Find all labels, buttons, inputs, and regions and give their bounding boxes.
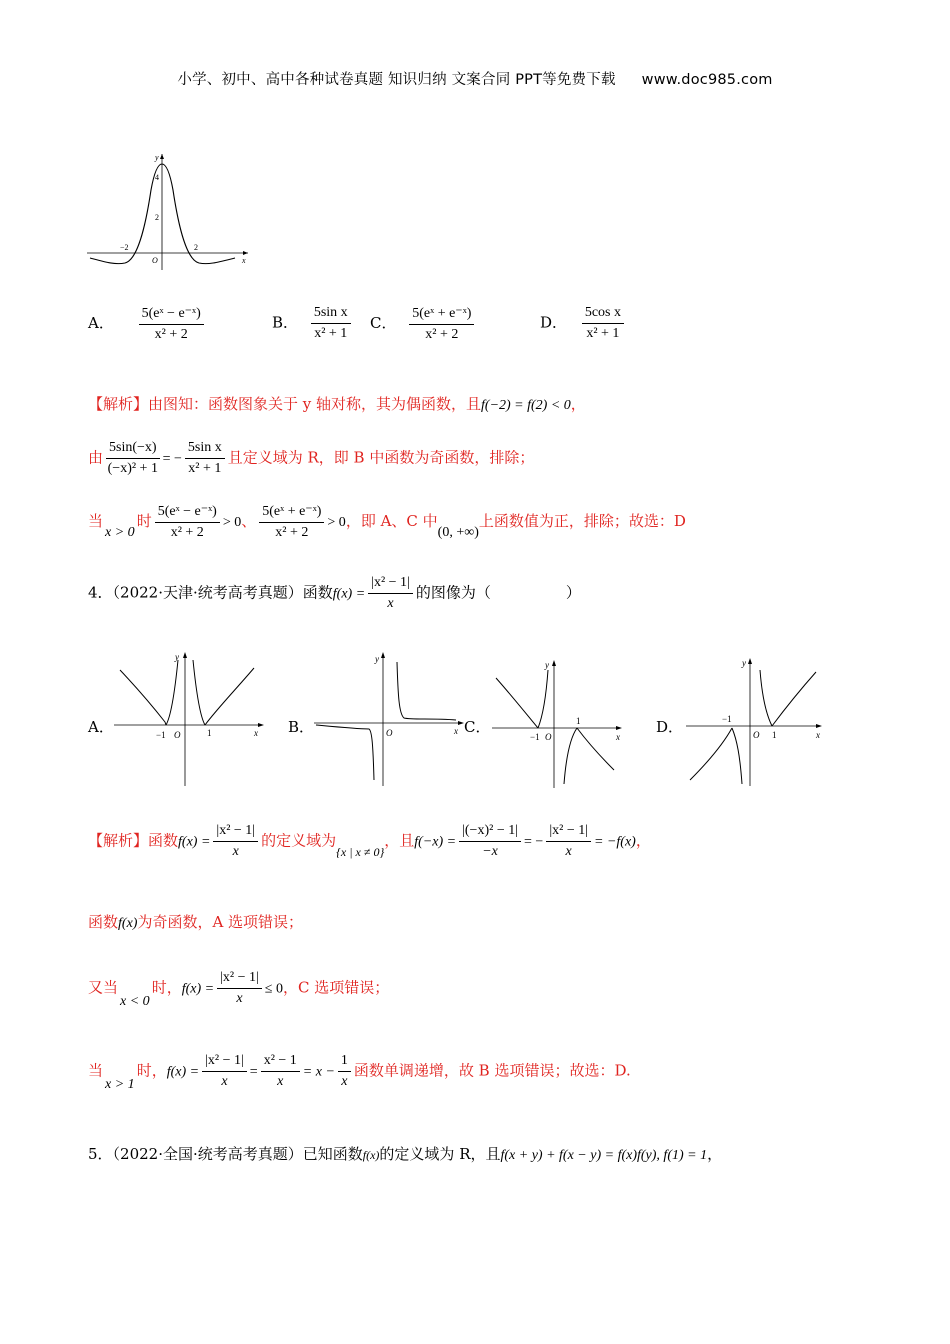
q3-solution-line3: 当x > 0时 $\frac{\text{5(eˣ − e⁻ˣ)}}{\text{x² + 2}}$ > 0、 $\frac{\text{5(eˣ + e⁻ˣ)}}{\text{x² + 2}}$ > 0，即 A、C 中(0, +∞)上函数值为正，排除；故选：D <box>88 504 686 540</box>
q3-tick-neg2: −2 <box>120 243 129 252</box>
q3-solution-line1: 【解析】由图知：函数图象关于 y 轴对称，其为偶函数，且f(−2) = f(2) < 0， <box>88 395 586 413</box>
q3-tick-4: 4 <box>155 173 159 182</box>
svg-text:−1: −1 <box>722 714 732 724</box>
q4-solution-line1: 【解析】函数f(x) = $\frac{\text{|x² − 1|}}{x}$ 的定义域为$_{\{x | x \ne 0\}}$，且f(−x) = $\frac{\text{|(−x)² − 1|}}{-x}$ = − $\frac{\text{|x² − 1|}}{x}$ = −f(x)， <box>88 823 651 859</box>
svg-text:−1: −1 <box>530 732 540 742</box>
q3-option-c[interactable]: C． $\frac{\text{5(eˣ + e⁻ˣ)}}{\text{x² + 2}}$ <box>370 305 477 343</box>
svg-text:x: x <box>454 726 458 736</box>
q4-option-a-graph[interactable] <box>112 650 270 788</box>
q3-x-label: x <box>242 256 246 265</box>
q4-option-d-graph[interactable] <box>684 656 830 788</box>
svg-text:y: y <box>545 660 549 670</box>
q4-option-b-graph[interactable] <box>312 650 472 788</box>
q4-solution-line4: 当x > 1时，f(x) = $\frac{\text{|x² − 1|}}{x}$ = $\frac{\text{x² − 1}}{x}$ = x − $\frac{1}{x}$ 函数单调递增，故 B 选项错误；故选：D. <box>88 1053 631 1092</box>
q5-stem: 5．（2022·全国·统考高考真题）已知函数f(x)的定义域为 R，且f(x + y) + f(x − y) = f(x)f(y), f(1) = 1， <box>88 1145 723 1163</box>
q4-solution-line2: 函数f(x)为奇函数，A 选项错误； <box>88 913 304 931</box>
q3-origin: O <box>152 256 158 265</box>
svg-text:O: O <box>753 730 760 740</box>
q3-solution-line2: 由 $\frac{5\sin(-x)}{\text{(−x)² + 1}}$ = − $\frac{\text{5sin x}}{\text{x² + 1}}$ 且定义域为 R，即 B 中函数为奇函数，排除； <box>88 440 535 476</box>
q3-tick-2: 2 <box>155 213 159 222</box>
q4-option-a-label[interactable]: A． <box>88 718 114 736</box>
header-site-link[interactable]: www.doc985.com <box>641 72 773 88</box>
svg-text:x: x <box>816 730 820 740</box>
svg-text:O: O <box>386 728 393 738</box>
svg-text:x: x <box>616 732 620 742</box>
svg-text:O: O <box>174 730 181 740</box>
header-text: 小学、初中、高中各种试卷真题 知识归纳 文案合同 PPT等免费下载 <box>177 72 616 88</box>
svg-text:1: 1 <box>576 716 581 726</box>
q3-function-graph <box>85 150 255 272</box>
page-header <box>0 68 950 89</box>
svg-text:−1: −1 <box>156 730 166 740</box>
q4-option-b-label[interactable]: B． <box>288 718 315 736</box>
svg-text:O: O <box>545 732 552 742</box>
q3-option-d[interactable]: D． $\frac{\text{5cos x}}{\text{x² + 1}}$ <box>540 305 627 342</box>
q3-curve <box>90 164 235 264</box>
svg-text:x: x <box>254 728 258 738</box>
svg-text:1: 1 <box>772 730 777 740</box>
q3-option-a[interactable]: A． $\frac{\text{5(eˣ − e⁻ˣ)}}{\text{x² + 2}}$ <box>88 305 207 343</box>
q4-option-d-label[interactable]: D． <box>656 718 684 736</box>
svg-text:y: y <box>375 654 379 664</box>
q4-option-c-label[interactable]: C． <box>464 718 491 736</box>
q3-y-label: y <box>155 153 159 162</box>
q4-solution-line3: 又当x < 0时，f(x) = $\frac{\text{|x² − 1|}}{x}$ ≤ 0，C 选项错误； <box>88 970 390 1009</box>
svg-text:y: y <box>742 658 746 668</box>
svg-text:y: y <box>175 652 179 662</box>
q3-option-b[interactable]: B． $\frac{\text{5sin x}}{\text{x² + 1}}$ <box>272 305 354 342</box>
svg-text:1: 1 <box>207 728 212 738</box>
q4-option-c-graph[interactable] <box>490 658 630 790</box>
q4-stem: 4．（2022·天津·统考高考真题）函数f(x) = $\frac{\text{|x² − 1|}}{x}$ 的图像为（ ） <box>88 575 581 611</box>
q3-tick-pos2: 2 <box>194 243 198 252</box>
